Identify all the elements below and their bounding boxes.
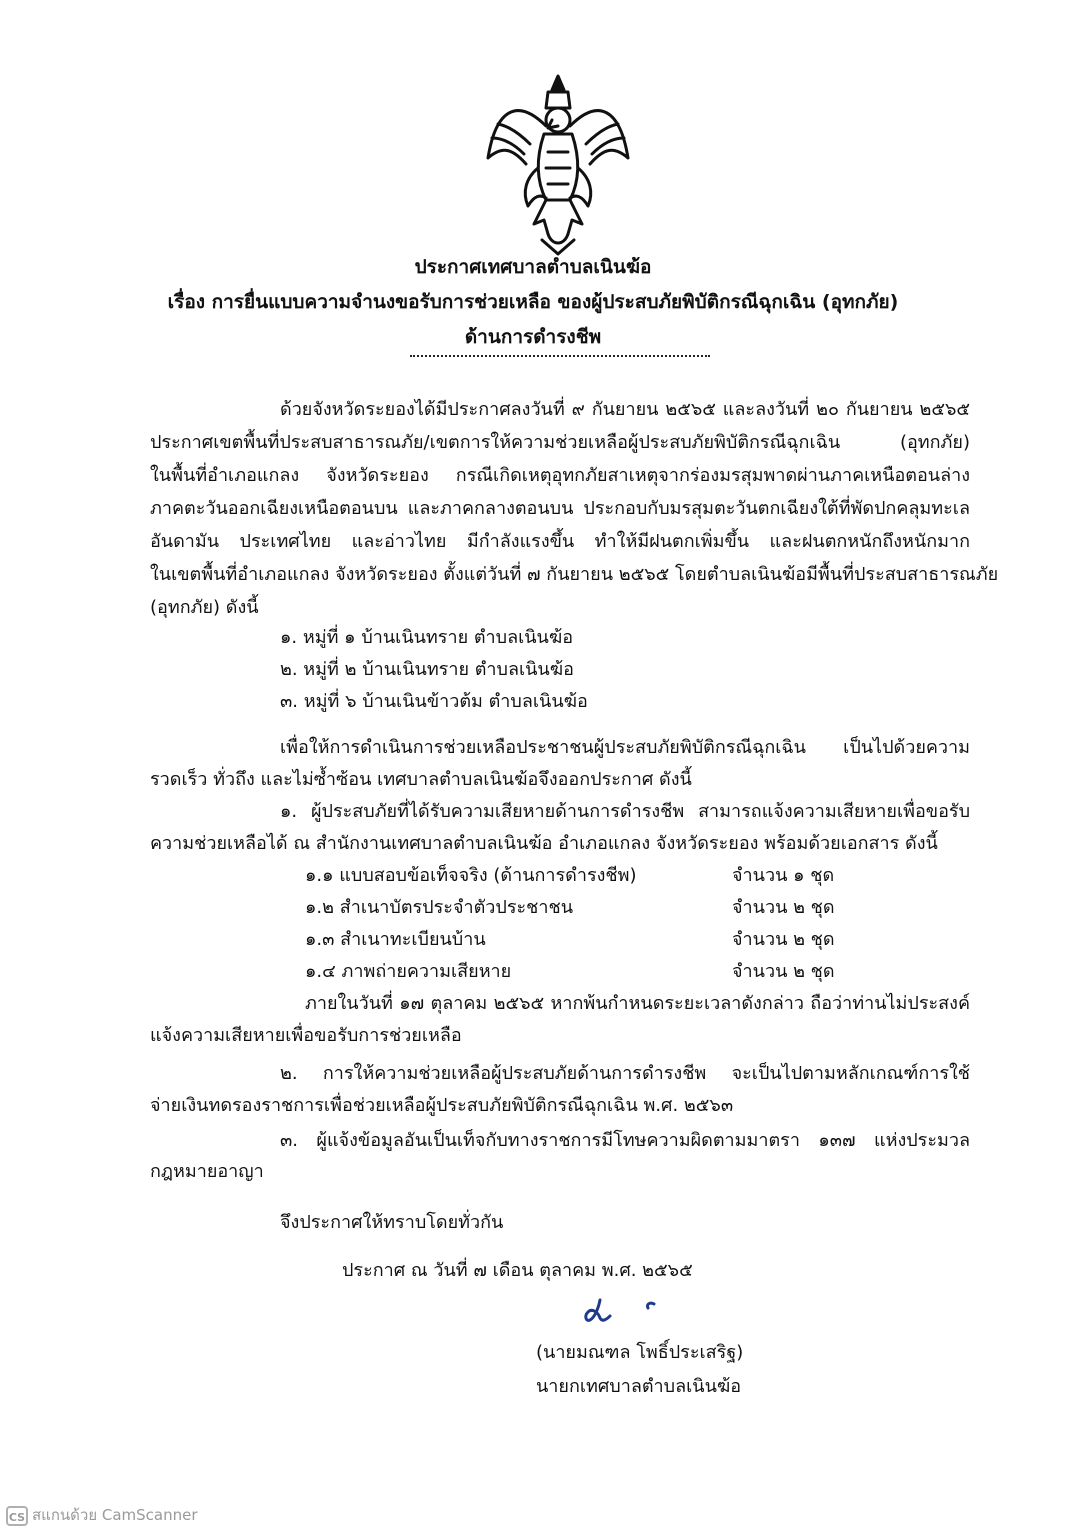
document-name: ๑.๔ ภาพถ่ายความเสียหาย	[305, 961, 512, 982]
deadline-line: ภายในวันที่ ๑๗ ตุลาคม ๒๕๖๕ หากพ้นกำหนดระยะเวลาดังกล่าว ถือว่าท่านไม่ประสงค์	[305, 993, 970, 1014]
signer-title: นายกเทศบาลตำบลเนินฆ้อ	[536, 1376, 742, 1397]
header-divider	[410, 355, 710, 357]
item-2-line: จ่ายเงินทดรองราชการเพื่อช่วยเหลือผู้ประสบภัยพิบัติกรณีฉุกเฉิน พ.ศ. ๒๕๖๓	[150, 1095, 734, 1116]
signature-mark	[580, 1290, 680, 1330]
document-qty: จำนวน ๑ ชุด	[732, 865, 835, 886]
header-line-1: ประกาศเทศบาลตำบลเนินฆ้อ	[414, 256, 652, 278]
document-row	[305, 860, 865, 892]
deadline-line: แจ้งความเสียหายเพื่อขอรับการช่วยเหลือ	[150, 1025, 462, 1046]
document-row	[305, 924, 865, 956]
document-qty: จำนวน ๒ ชุด	[732, 961, 835, 982]
intro-line: ด้วยจังหวัดระยองได้มีประกาศลงวันที่ ๙ กันยายน ๒๕๖๕ และลงวันที่ ๒๐ กันยายน ๒๕๖๕	[280, 399, 970, 420]
header-line-3: ด้านการดำรงชีพ	[464, 326, 602, 348]
purpose-line: รวดเร็ว ทั่วถึง และไม่ซ้ำซ้อน เทศบาลตำบลเนินฆ้อจึงออกประกาศ ดังนี้	[150, 769, 692, 790]
intro-line: อันดามัน ประเทศไทย และอ่าวไทย มีกำลังแรงขึ้น ทำให้มีฝนตกเพิ่มขึ้น และฝนตกหนักถึงหนักมาก	[150, 531, 970, 552]
document-name: ๑.๓ สำเนาทะเบียนบ้าน	[305, 929, 486, 950]
document-name: ๑.๑ แบบสอบข้อเท็จจริง (ด้านการดำรงชีพ)	[305, 865, 637, 886]
intro-line: ประกาศเขตพื้นที่ประสบสาธารณภัย/เขตการให้ความช่วยเหลือผู้ประสบภัยพิบัติกรณีฉุกเฉิน (อุทกภัย)	[150, 432, 970, 453]
item-3-line: ๓. ผู้แจ้งข้อมูลอันเป็นเท็จกับทางราชการมีโทษความผิดตามมาตรา ๑๓๗ แห่งประมวล	[280, 1130, 970, 1151]
intro-line: (อุทกภัย) ดังนี้	[150, 597, 259, 618]
item-3-line: กฎหมายอาญา	[150, 1161, 264, 1182]
announcement-date: ประกาศ ณ วันที่ ๗ เดือน ตุลาคม พ.ศ. ๒๕๖๕	[342, 1260, 693, 1281]
header-subject: เรื่อง การยื่นแบบความจำนงขอรับการช่วยเหลือ ของผู้ประสบภัยพิบัติกรณีฉุกเฉิน (อุทกภัย)	[167, 291, 899, 313]
village-item: ๒. หมู่ที่ ๒ บ้านเนินทราย ตำบลเนินฆ้อ	[280, 659, 574, 680]
document-qty: จำนวน ๒ ชุด	[732, 897, 835, 918]
closing-text: จึงประกาศให้ทราบโดยทั่วกัน	[280, 1212, 504, 1233]
document-name: ๑.๒ สำเนาบัตรประจำตัวประชาชน	[305, 897, 573, 918]
village-item: ๑. หมู่ที่ ๑ บ้านเนินทราย ตำบลเนินฆ้อ	[280, 627, 574, 648]
document-row	[305, 956, 865, 988]
garuda-emblem-icon	[478, 68, 638, 258]
village-item: ๓. หมู่ที่ ๖ บ้านเนินข้าวต้ม ตำบลเนินฆ้อ	[280, 691, 588, 712]
scanner-footer-text: สแกนด้วย CamScanner	[32, 1506, 198, 1524]
item-1-line: ๑. ผู้ประสบภัยที่ได้รับความเสียหายด้านการดำรงชีพ สามารถแจ้งความเสียหายเพื่อขอรับ	[280, 801, 970, 822]
intro-line: ภาคตะวันออกเฉียงเหนือตอนบน และภาคกลางตอนบน ประกอบกับมรสุมตะวันตกเฉียงใต้ที่พัดปกคลุมทะเล	[150, 498, 970, 519]
intro-line: ในเขตพื้นที่อำเภอแกลง จังหวัดระยอง ตั้งแต่วันที่ ๗ กันยายน ๒๕๖๕ โดยตำบลเนินฆ้อมีพื้นที่ประสบสาธารณภัย	[150, 564, 999, 585]
signer-name: (นายมณฑล โพธิ์ประเสริฐ)	[536, 1342, 744, 1363]
document-row	[305, 892, 865, 924]
purpose-line: เพื่อให้การดำเนินการช่วยเหลือประชาชนผู้ประสบภัยพิบัติกรณีฉุกเฉิน เป็นไปด้วยความ	[280, 737, 970, 758]
intro-line: ในพื้นที่อำเภอแกลง จังหวัดระยอง กรณีเกิดเหตุอุทกภัยสาเหตุจากร่องมรสุมพาดผ่านภาคเหนือตอนล่าง	[150, 465, 970, 486]
item-1-line: ความช่วยเหลือได้ ณ สำนักงานเทศบาลตำบลเนินฆ้อ อำเภอแกลง จังหวัดระยอง พร้อมด้วยเอกสาร ดังนี้	[150, 833, 938, 854]
item-2-line: ๒. การให้ความช่วยเหลือผู้ประสบภัยด้านการดำรงชีพ จะเป็นไปตามหลักเกณฑ์การใช้	[280, 1063, 970, 1084]
document-qty: จำนวน ๒ ชุด	[732, 929, 835, 950]
scanner-footer	[6, 1504, 198, 1526]
camscanner-logo-icon: CS	[6, 1506, 28, 1526]
